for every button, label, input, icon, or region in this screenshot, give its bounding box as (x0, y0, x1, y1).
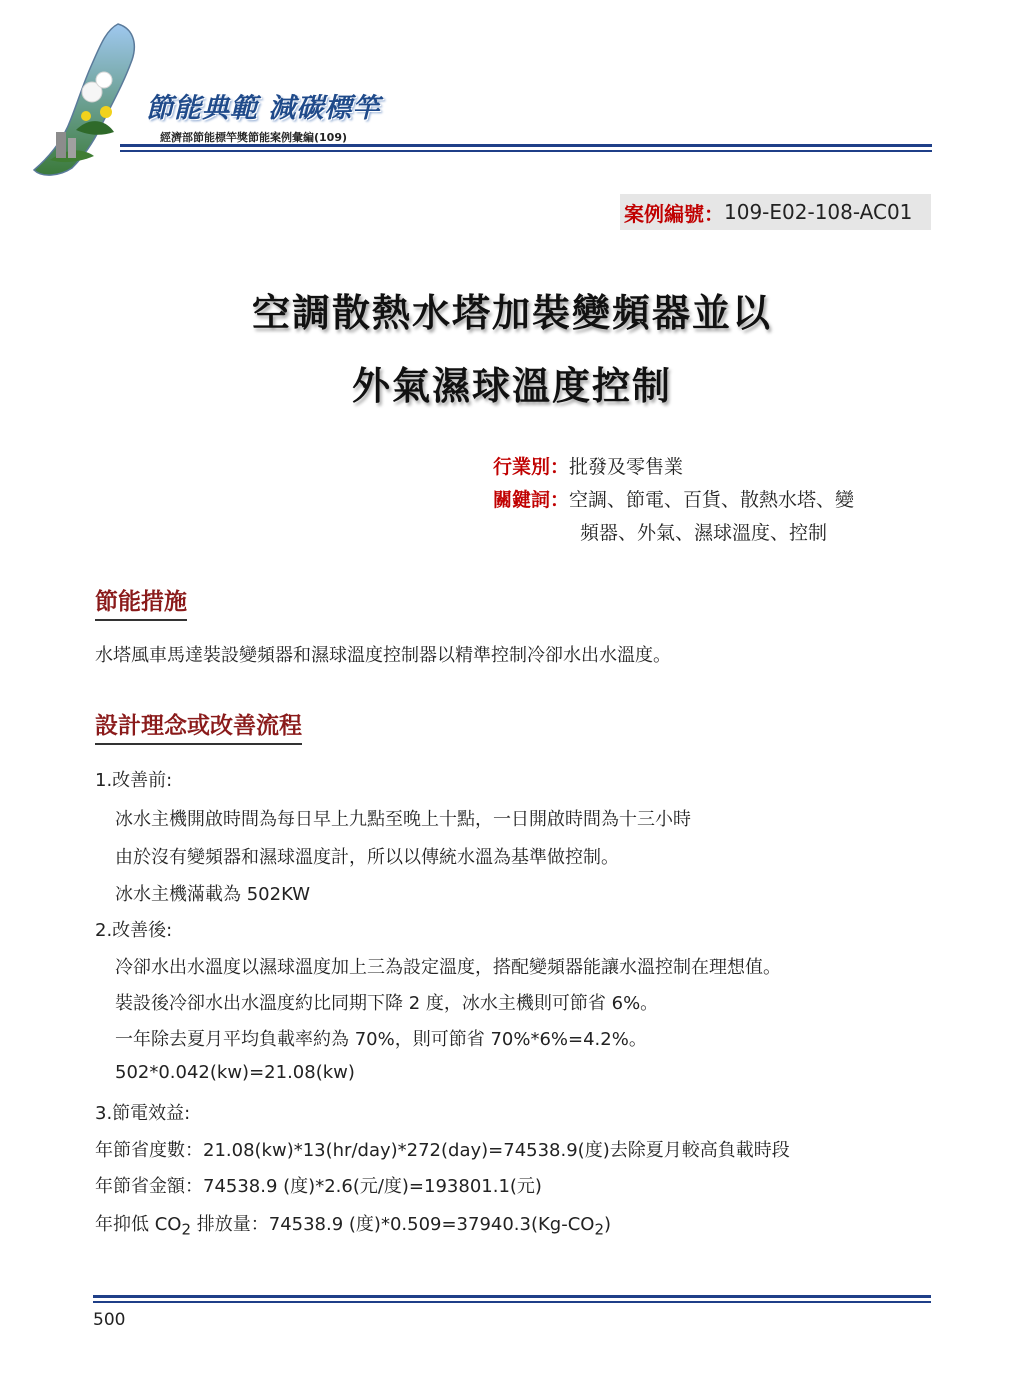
keywords-value-line-2: 頻器、外氣、濕球溫度、控制 (580, 522, 828, 544)
industry-label: 行業別： (493, 456, 570, 478)
benefit-line-3-post: ) (604, 1214, 612, 1235)
benefit-line-3 (95, 1210, 611, 1239)
page-title-line-1: 空調散熱水塔加裝變頻器並以 (251, 291, 772, 335)
brand-title: 節能典範 減碳標竿 (146, 93, 381, 124)
benefit-line-2: 年節省金額：74538.9 (度)*2.6(元/度)=193801.1(元) (95, 1176, 542, 1197)
after-heading: 2.改善後: (95, 920, 173, 941)
keywords-row (493, 485, 854, 512)
after-line-1: 冷卻水出水溫度以濕球溫度加上三為設定溫度，搭配變頻器能讓水溫控制在理想值。 (115, 957, 781, 978)
brand-subtitle: 經濟部節能標竿獎節能案例彙編(109) (160, 131, 348, 144)
section-heading-design: 設計理念或改善流程 (95, 707, 302, 745)
keywords-row-cont (580, 518, 827, 545)
section-heading-measures: 節能措施 (95, 583, 187, 621)
header-divider (120, 150, 932, 152)
before-line-1: 冰水主機開啟時間為每日早上九點至晚上十點，一日開啟時間為十三小時 (115, 809, 691, 830)
page-number: 500 (93, 1310, 126, 1330)
before-heading: 1.改善前: (95, 770, 173, 791)
industry-value: 批發及零售業 (569, 456, 684, 478)
keywords-value-line-1: 空調、節電、百貨、散熱水塔、變 (569, 489, 855, 511)
benefit-line-3-pre: 年抑低 CO (95, 1214, 182, 1235)
after-line-3: 一年除去夏月平均負載率約為 70%，則可節省 70%*6%=4.2%。 (115, 1029, 647, 1050)
benefit-line-3-mid: 排放量：74538.9 (度)*0.509=37940.3(Kg-CO (191, 1214, 595, 1235)
before-line-3: 冰水主機滿載為 502KW (115, 884, 311, 905)
keywords-label: 關鍵詞： (493, 489, 570, 511)
footer-divider (93, 1301, 931, 1303)
footer-divider (93, 1295, 931, 1298)
co2-subscript: 2 (181, 1220, 192, 1239)
industry-row (493, 452, 683, 479)
case-number-value: 109-E02-108-AC01 (724, 200, 913, 224)
page-title-line-2: 外氣濕球溫度控制 (351, 364, 672, 408)
after-line-2: 裝設後冷卻水出水溫度約比同期下降 2 度，冰水主機則可節省 6%。 (115, 993, 659, 1014)
taiwan-map-logo-icon (20, 20, 160, 180)
case-number-label: 案例編號： (624, 201, 724, 226)
case-number-box (620, 194, 931, 230)
header-divider (120, 144, 932, 147)
after-line-4: 502*0.042(kw)=21.08(kw) (115, 1062, 355, 1083)
benefit-line-1: 年節省度數：21.08(kw)*13(hr/day)*272(day)=74538.9(度)去除夏月較高負載時段 (95, 1140, 790, 1161)
co2-subscript: 2 (594, 1220, 605, 1239)
benefit-heading: 3.節電效益: (95, 1103, 191, 1124)
before-line-2: 由於沒有變頻器和濕球溫度計，所以以傳統水溫為基準做控制。 (115, 847, 619, 868)
measures-text: 水塔風車馬達裝設變頻器和濕球溫度控制器以精準控制冷卻水出水溫度。 (95, 645, 671, 666)
